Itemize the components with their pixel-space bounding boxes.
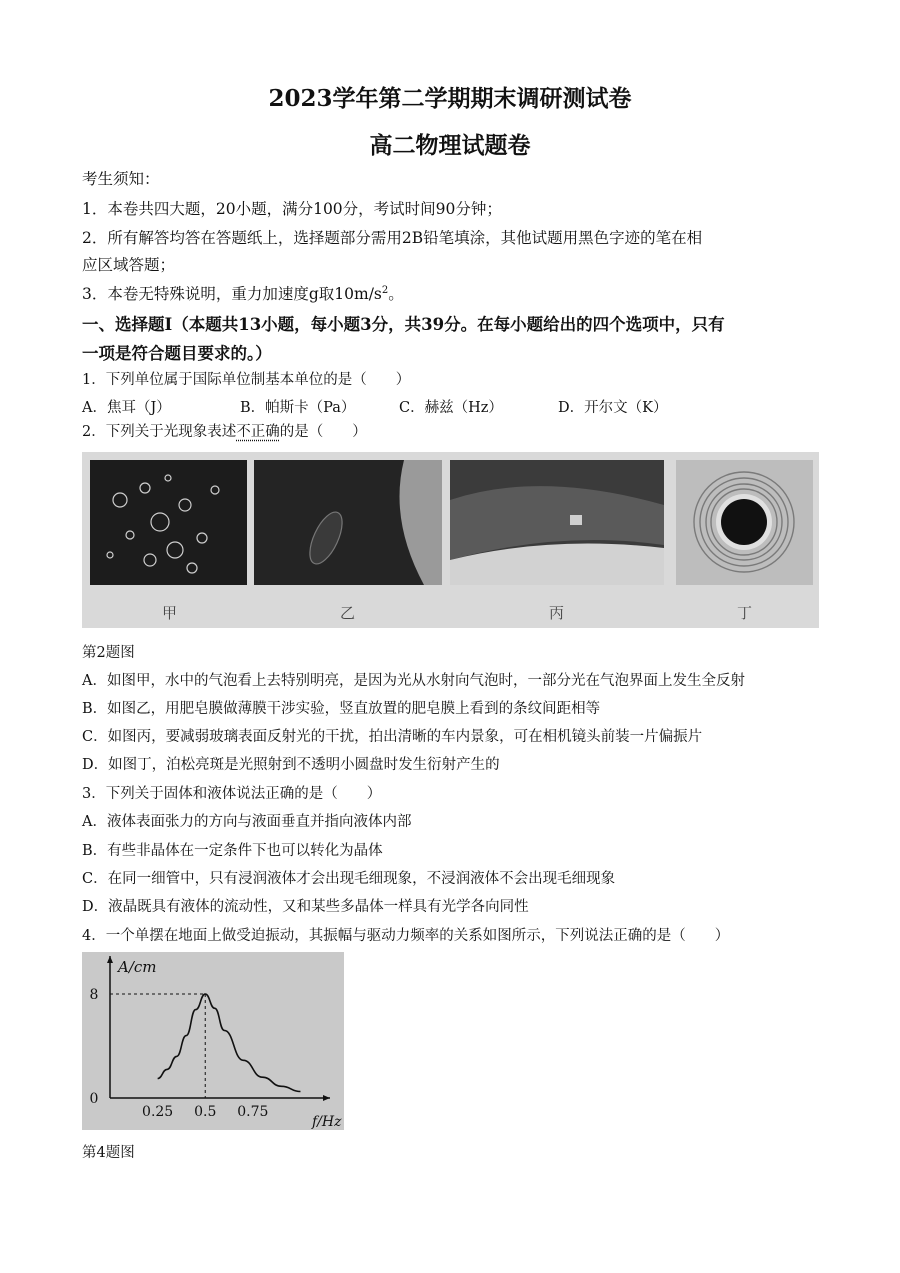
photo-soap-film	[254, 460, 442, 585]
notice-item-3	[82, 282, 404, 304]
notice-item-2-line-2: 应区域答题；	[82, 256, 176, 274]
q2-stem-end: 的是（ ）	[279, 424, 367, 440]
section-1-heading-line-2: 一项是符合题目要求的。）	[82, 344, 272, 363]
q2-option-b: B．如图乙，用肥皂膜做薄膜干涉实验，竖直放置的肥皂膜上看到的条纹间距相等	[82, 701, 601, 717]
q2-stem-start: 2．下列关于光现象表述	[82, 424, 237, 440]
q1-option-c: C．赫兹（Hz）	[399, 400, 503, 416]
x-tick-label: 0.75	[237, 1104, 269, 1120]
q2-stem-emphasis: 不正确	[236, 424, 280, 440]
notice-item-2-line-1: 2．所有解答均答在答题纸上，选择题部分需用2B铅笔填涂，其他试题用黑色字迹的笔在相	[82, 229, 703, 247]
notice-heading: 考生须知：	[82, 170, 160, 188]
q1-option-a: A．焦耳（J）	[82, 400, 171, 416]
photo-label-jia: 甲	[162, 604, 178, 622]
photo-label-yi: 乙	[340, 604, 356, 622]
y-tick-label: 0	[89, 1091, 99, 1107]
x-tick-label: 0.5	[194, 1104, 217, 1120]
q2-option-a: A．如图甲，水中的气泡看上去特别明亮，是因为光从水射向气泡时，一部分光在气泡界面上发生全反射	[82, 673, 745, 689]
q2-stem	[82, 420, 367, 441]
q2-option-d: D．如图丁，泊松亮斑是光照射到不透明小圆盘时发生衍射产生的	[82, 757, 500, 773]
x-axis-label: f/Hz	[312, 1114, 342, 1130]
photo-label-bing: 丙	[549, 604, 565, 622]
y-tick-label: 8	[89, 987, 99, 1003]
q1-option-b: B．帕斯卡（Pa）	[240, 400, 356, 416]
notice-item-1: 1．本卷共四大题，20小题，满分100分，考试时间90分钟；	[82, 200, 502, 218]
photo-label-ding: 丁	[737, 604, 753, 622]
q2-figure	[82, 452, 819, 628]
q1-option-d: D．开尔文（K）	[558, 400, 668, 416]
q1-stem: 1．下列单位属于国际单位制基本单位的是（ ）	[82, 372, 411, 388]
exam-title: 2023学年第二学期期末调研测试卷	[268, 85, 632, 112]
x-axis-arrow	[323, 1095, 330, 1101]
y-axis-arrow	[107, 956, 113, 963]
x-tick-label: 0.25	[142, 1104, 174, 1120]
q3-option-b: B．有些非晶体在一定条件下也可以转化为晶体	[82, 843, 383, 859]
photo-bubbles	[90, 460, 247, 585]
photo-poisson-spot	[676, 460, 813, 585]
exam-subtitle: 高二物理试题卷	[369, 132, 531, 159]
q2-option-c: C．如图丙，要减弱玻璃表面反射光的干扰，拍出清晰的车内景象，可在相机镜头前装一片偏振片	[82, 729, 703, 745]
q3-option-a: A．液体表面张力的方向与液面垂直并指向液体内部	[82, 814, 412, 830]
q4-figure	[82, 952, 344, 1130]
section-1-heading-line-1: 一、选择题Ⅰ（本题共13小题，每小题3分，共39分。在每小题给出的四个选项中，只有	[82, 315, 725, 334]
q3-option-d: D．液晶既具有液体的流动性，又和某些多晶体一样具有光学各向同性	[82, 899, 529, 915]
q3-option-c: C．在同一细管中，只有浸润液体才会出现毛细现象，不浸润液体不会出现毛细现象	[82, 871, 616, 887]
resonance-chart	[82, 952, 344, 1130]
notice-item-3-end: 。	[388, 285, 404, 303]
q4-caption: 第4题图	[82, 1145, 135, 1161]
notice-item-3-sup: 2	[381, 284, 389, 296]
q3-stem: 3．下列关于固体和液体说法正确的是（ ）	[82, 786, 382, 802]
notice-item-3-text: 3．本卷无特殊说明，重力加速度g取10m/s	[82, 285, 382, 303]
y-axis-label: A/cm	[118, 958, 157, 976]
q2-caption: 第2题图	[82, 645, 135, 661]
resonance-curve	[158, 994, 301, 1092]
photo-car-window	[450, 460, 664, 585]
q4-stem: 4．一个单摆在地面上做受迫振动，其振幅与驱动力频率的关系如图所示，下列说法正确的是（ ）	[82, 928, 730, 944]
